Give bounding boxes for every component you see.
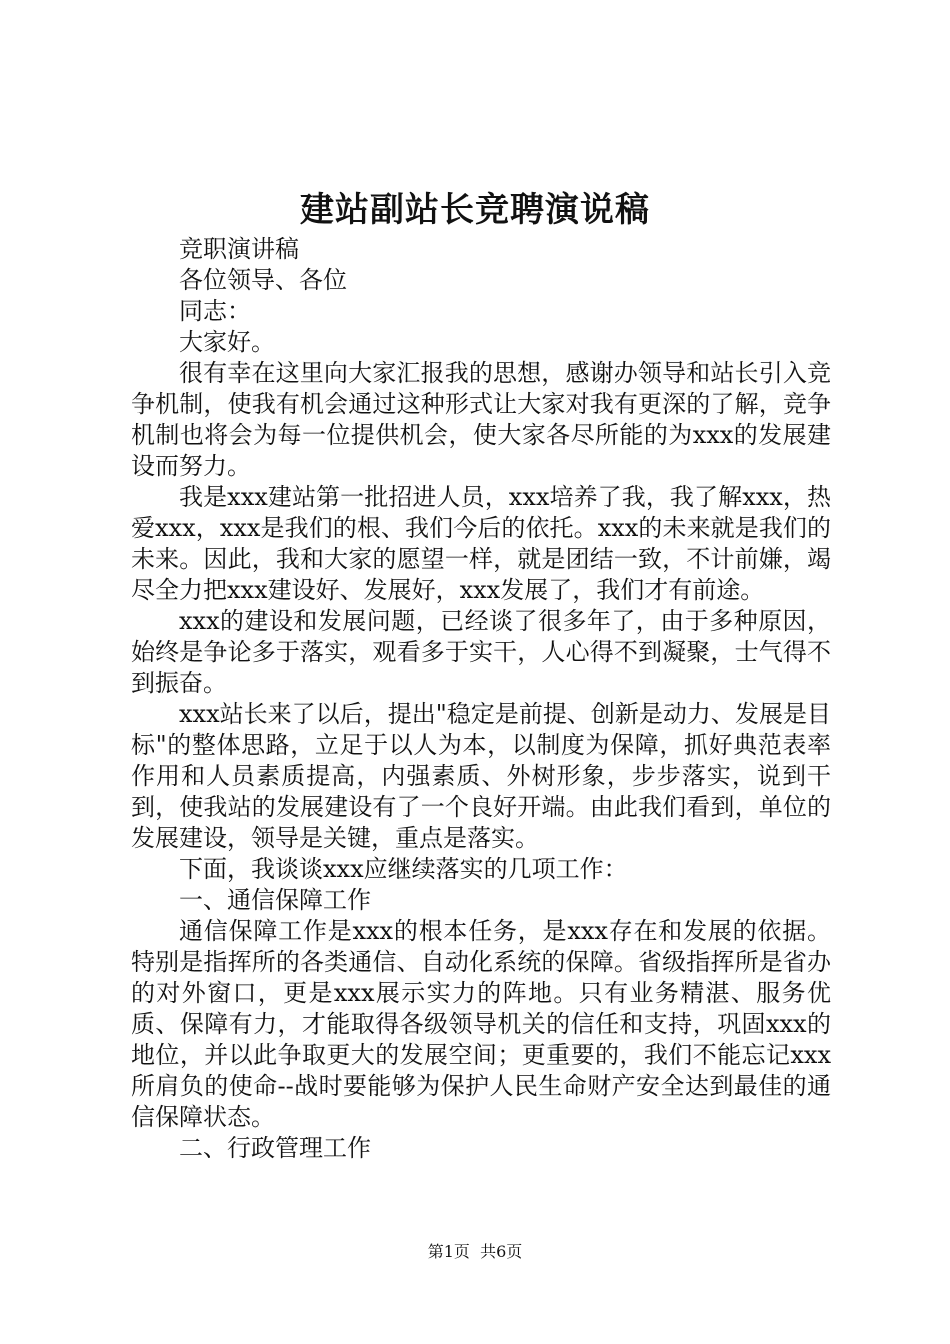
paragraph: 通信保障工作是xxx的根本任务，是xxx存在和发展的依据。特别是指挥所的各类通信、自动化系统的保障。省级指挥所是省办的对外窗口，更是xxx展示实力的阵地。只有业务精湛、服务优质、保障有力，才能取得各级领导机关的信任和支持，巩固xxx的地位，并以此争取更大的发展空间；更重要的，我们不能忘记xxx所肩负的使命--战时要能够为保护人民生命财产安全达到最佳的通信保障状态。 [131, 917, 831, 1131]
paragraph: xxx的建设和发展问题，已经谈了很多年了，由于多种原因，始终是争论多于落实，观看多于实干，人心得不到凝聚，士气得不到振奋。 [131, 607, 831, 697]
document-title: 建站副站长竞聘演说稿 [300, 190, 650, 230]
section-heading: 二、行政管理工作 [179, 1134, 371, 1162]
section-heading: 一、通信保障工作 [179, 886, 371, 914]
paragraph: 同志： [179, 297, 251, 325]
paragraph: 大家好。 [179, 328, 275, 356]
page-number-footer: 第1页 共6页 [427, 1242, 523, 1261]
paragraph: xxx站长来了以后，提出"稳定是前提、创新是动力、发展是目标"的整体思路，立足于以人为本，以制度为保障，抓好典范表率作用和人员素质提高，内强素质、外树形象，步步落实，说到干到，使我站的发展建设有了一个良好开端。由此我们看到，单位的发展建设，领导是关键，重点是落实。 [131, 700, 831, 852]
paragraph: 我是xxx建站第一批招进人员，xxx培养了我，我了解xxx，热爱xxx，xxx是我们的根、我们今后的依托。xxx的未来就是我们的未来。因此，我和大家的愿望一样，就是团结一致，不计前嫌，竭尽全力把xxx建设好、发展好，xxx发展了，我们才有前途。 [131, 483, 831, 604]
paragraph: 各位领导、各位 [179, 266, 347, 294]
paragraph: 很有幸在这里向大家汇报我的思想，感谢办领导和站长引入竞争机制，使我有机会通过这种形式让大家对我有更深的了解，竞争机制也将会为每一位提供机会，使大家各尽所能的为xxx的发展建设而努力。 [131, 359, 831, 480]
paragraph: 竞职演讲稿 [179, 235, 299, 263]
document-body [131, 234, 831, 1164]
paragraph: 下面，我谈谈xxx应继续落实的几项工作： [179, 855, 628, 883]
